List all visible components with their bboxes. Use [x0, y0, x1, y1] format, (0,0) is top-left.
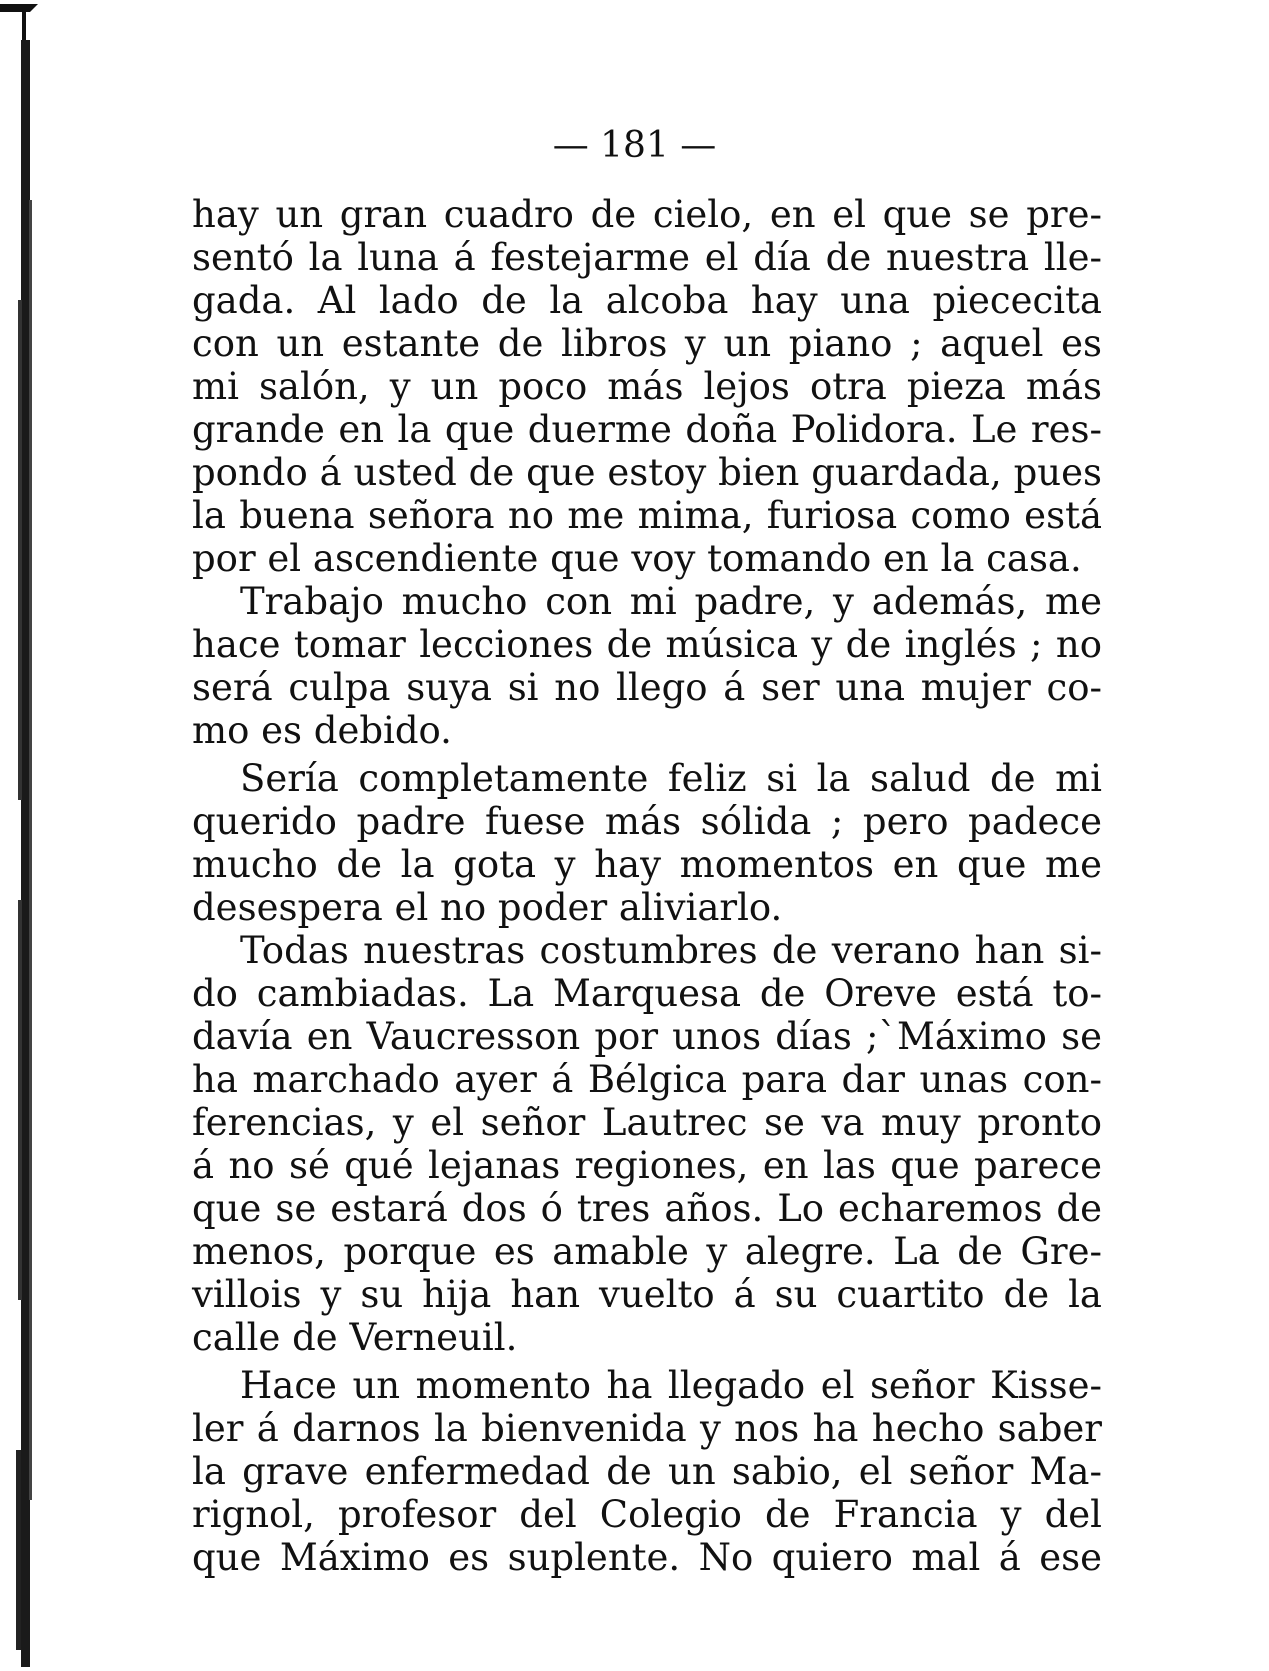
body-text — [192, 193, 1102, 1579]
text-line: do cambiadas. La Marquesa de Oreve está to- — [192, 972, 1102, 1015]
text-line: con un estante de libros y un piano ; aquel es — [192, 322, 1102, 365]
text-line: calle de Verneuil. — [192, 1316, 518, 1359]
text-line: mi salón, y un poco más lejos otra pieza más — [192, 365, 1102, 408]
text-line: villois y su hija han vuelto á su cuartito de la — [192, 1273, 1102, 1316]
text-line: á no sé qué lejanas regiones, en las que parece — [192, 1144, 1102, 1187]
text-line: será culpa suya si no llego á ser una mujer co- — [192, 666, 1102, 709]
binding-edge — [0, 0, 40, 1667]
text-line: ler á darnos la bienvenida y nos ha hecho saber — [192, 1407, 1102, 1450]
text-line: la buena señora no me mima, furiosa como está — [192, 494, 1102, 537]
paragraph — [192, 193, 1102, 580]
text-line: grande en la que duerme doña Polidora. Le res- — [192, 408, 1102, 451]
text-line: Hace un momento ha llegado el señor Kisse- — [240, 1364, 1102, 1407]
text-line: rignol, profesor del Colegio de Francia y del — [192, 1493, 1102, 1536]
text-line: hay un gran cuadro de cielo, en el que se pre- — [192, 193, 1102, 236]
text-line: pondo á usted de que estoy bien guardada, pues — [192, 451, 1102, 494]
text-line: ferencias, y el señor Lautrec se va muy pronto — [192, 1101, 1102, 1144]
paragraph — [192, 929, 1102, 1359]
paragraph — [192, 757, 1102, 929]
text-line: mo es debido. — [192, 709, 452, 752]
page-number: — 181 — — [552, 125, 717, 166]
text-line: gada. Al lado de la alcoba hay una piececita — [192, 279, 1102, 322]
text-line: Sería completamente feliz si la salud de mi — [240, 757, 1102, 800]
paragraph — [192, 1364, 1102, 1579]
text-line: que se estará dos ó tres años. Lo echaremos de — [192, 1187, 1102, 1230]
text-line: davía en Vaucresson por unos días ;`Máximo se — [192, 1015, 1102, 1058]
text-line: que Máximo es suplente. No quiero mal á ese — [192, 1536, 1102, 1579]
text-line: desespera el no poder aliviarlo. — [192, 886, 783, 929]
binding-edge-mark — [0, 0, 40, 1667]
text-line: sentó la luna á festejarme el día de nuestra lle- — [192, 236, 1102, 279]
text-line: Trabajo mucho con mi padre, y además, me — [240, 580, 1102, 623]
text-line: la grave enfermedad de un sabio, el señor Ma- — [192, 1450, 1102, 1493]
text-line: menos, porque es amable y alegre. La de Gre- — [192, 1230, 1102, 1273]
text-line: hace tomar lecciones de música y de inglés ; no — [192, 623, 1102, 666]
paragraph — [192, 580, 1102, 752]
text-line: mucho de la gota y hay momentos en que me — [192, 843, 1102, 886]
text-line: Todas nuestras costumbres de verano han si- — [240, 929, 1102, 972]
text-line: querido padre fuese más sólida ; pero padece — [192, 800, 1102, 843]
text-line: por el ascendiente que voy tomando en la casa. — [192, 537, 1082, 580]
text-line: ha marchado ayer á Bélgica para dar unas con- — [192, 1058, 1102, 1101]
